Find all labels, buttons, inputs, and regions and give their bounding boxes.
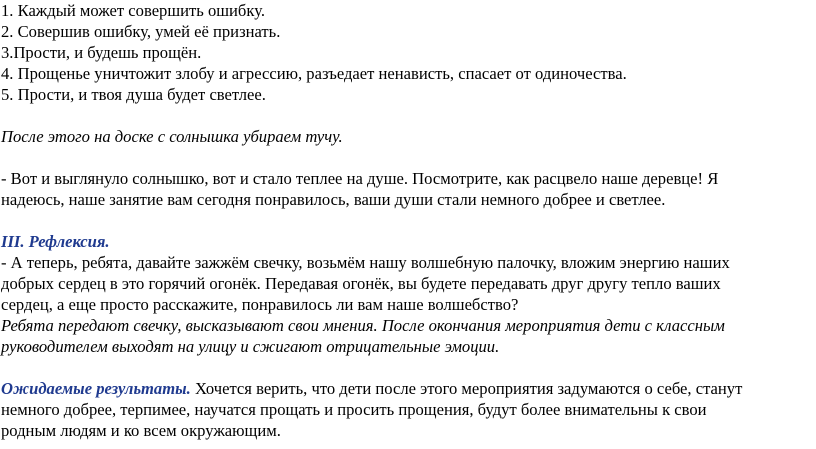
reflection-note-line: Ребята передают свечку, высказывают свои мнения. После окончания мероприятия дети с классным — [1, 316, 725, 335]
expected-results-line: немного добрее, терпимее, научатся прощать и просить прощения, будут более внимательны к свои — [1, 400, 707, 419]
reflection-line: сердец, а еще просто расскажите, понравилось ли вам наше волшебство? — [1, 295, 519, 314]
reflection-line: добрых сердец в это горячий огонёк. Передавая огонёк, вы будете передавать друг другу тепло ваших — [1, 274, 721, 293]
list-item: 5. Прости, и твоя душа будет светлее. — [1, 85, 266, 104]
expected-results-line — [1, 378, 742, 399]
list-item: 2. Совершив ошибку, умей её признать. — [1, 22, 281, 41]
list-item: 4. Прощенье уничтожит злобу и агрессию, разъедает ненависть, спасает от одиночества. — [1, 64, 627, 83]
closing-remark-line: надеюсь, наше занятие вам сегодня понравилось, ваши души стали немного добрее и светлее. — [1, 190, 666, 209]
expected-results-label: Ожидаемые результаты. — [1, 379, 191, 398]
reflection-note-line: руководителем выходят на улицу и сжигают отрицательные эмоции. — [1, 337, 500, 356]
list-item: 1. Каждый может совершить ошибку. — [1, 1, 265, 20]
closing-remark-line: - Вот и выглянуло солнышко, вот и стало теплее на душе. Посмотрите, как расцвело наше деревце! Я — [1, 169, 719, 188]
expected-results-text: Хочется верить, что дети после этого мероприятия задумаются о себе, станут — [190, 379, 743, 398]
instruction-remove-cloud: После этого на доске с солнышка убираем тучу. — [1, 127, 343, 146]
expected-results-line: родным людям и ко всем окружающим. — [1, 421, 281, 440]
list-item: 3.Прости, и будешь прощён. — [1, 43, 202, 62]
reflection-line: - А теперь, ребята, давайте зажжём свечку, возьмём нашу волшебную палочку, вложим энергию наших — [1, 253, 730, 272]
reflection-heading: III. Рефлексия. — [1, 232, 110, 251]
